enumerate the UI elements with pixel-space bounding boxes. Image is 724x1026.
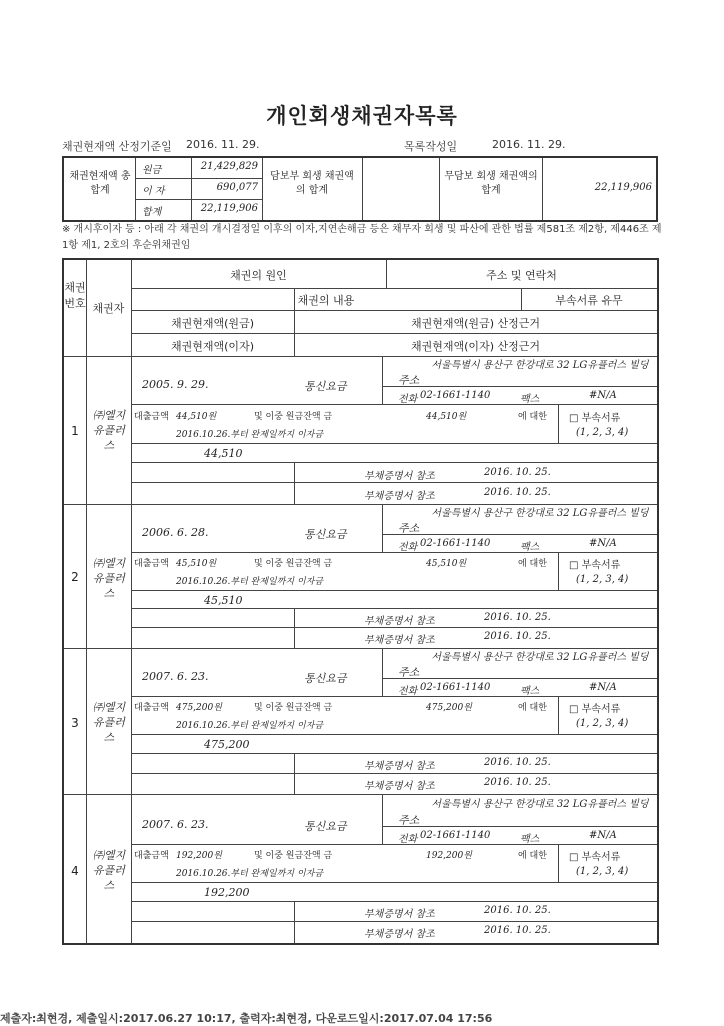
content-line2: 2016.10.26.부터 완제일까지 이자금: [176, 577, 324, 587]
col-creditor-header: 채권자: [92, 302, 125, 315]
sum-total: 22,119,906: [200, 203, 258, 214]
content-header: 채권의 내용: [297, 294, 355, 307]
interest-basis-date: 2016. 10. 25.: [484, 487, 551, 498]
interest-total: 690,077: [216, 182, 258, 193]
attach-list: (1, 2, 3, 4): [576, 574, 629, 585]
fax-label: 팩스: [520, 542, 540, 553]
calc-date: 2016. 11. 29.: [186, 138, 260, 151]
attach-checkbox: □ 부속서류: [569, 413, 621, 424]
principal-basis: 부채증명서 참조: [364, 471, 435, 482]
cause-header: 채권의 원인: [230, 269, 287, 282]
content-mid: 및 이중 원금잔액 금: [254, 703, 333, 713]
phone: 02-1661-1140: [420, 538, 491, 549]
principal-total: 21,429,829: [200, 161, 258, 172]
fax: #N/A: [589, 682, 617, 693]
interest-basis-date: 2016. 10. 25.: [484, 925, 551, 936]
phone-label: 전화: [398, 686, 418, 697]
addr-label: 주소: [398, 666, 420, 679]
principal-basis-date: 2016. 10. 25.: [484, 757, 551, 768]
content-prefix: 대출금액: [134, 559, 169, 569]
fax-label: 팩스: [520, 834, 540, 845]
summary-box: [62, 156, 658, 222]
fax: #N/A: [589, 390, 617, 401]
phone: 02-1661-1140: [420, 682, 491, 693]
interest-basis: 부채증명서 참조: [364, 635, 435, 646]
interest-header: 채권현재액(이자): [171, 340, 254, 353]
interest-label: 이 자: [142, 186, 165, 197]
balance-amount: 45,510원: [426, 559, 467, 569]
record-no: 2: [71, 570, 79, 584]
cause-date: 2005. 9. 29.: [142, 378, 209, 391]
principal-label: 원금: [142, 165, 162, 176]
record-4: [64, 794, 657, 943]
loan-amount: 45,510원: [176, 559, 217, 569]
record-no: 4: [71, 864, 79, 878]
addr-label: 주소: [398, 522, 420, 535]
col-no-header: 채권번호: [64, 281, 86, 310]
record-3: [64, 648, 657, 794]
record-1: [64, 356, 657, 504]
principal-header: 채권현재액(원금): [171, 317, 254, 330]
interest-basis: 부채증명서 참조: [364, 929, 435, 940]
content-suffix: 에 대한: [518, 559, 547, 569]
loan-amount: 44,510원: [176, 412, 217, 422]
creditor-name: ㈜엘지유플러스: [92, 409, 126, 452]
content-suffix: 에 대한: [518, 412, 547, 422]
fax-label: 팩스: [520, 394, 540, 405]
write-date-label: 목록작성일: [404, 140, 458, 153]
attach-list: (1, 2, 3, 4): [576, 866, 629, 877]
principal-amount: 45,510: [204, 594, 243, 607]
content-line2: 2016.10.26.부터 완제일까지 이자금: [176, 869, 324, 879]
interest-basis-date: 2016. 10. 25.: [484, 631, 551, 642]
creditor-name: ㈜엘지유플러스: [92, 849, 126, 892]
creditor-table: [62, 258, 659, 945]
principal-basis-date: 2016. 10. 25.: [484, 612, 551, 623]
phone-label: 전화: [398, 834, 418, 845]
cause-date: 2007. 6. 23.: [142, 670, 209, 683]
content-suffix: 에 대한: [518, 851, 547, 861]
cause-text: 통신요금: [304, 820, 347, 833]
content-mid: 및 이중 원금잔액 금: [254, 412, 333, 422]
address: 서울특별시 용산구 한강대로 32 LG유플러스 빌딩: [431, 652, 649, 663]
secured-label: 담보부 회생 채권액의 합계: [270, 171, 354, 196]
calc-date-label: 채권현재액 산정기준일: [62, 140, 172, 153]
principal-amount: 475,200: [204, 738, 250, 751]
phone: 02-1661-1140: [420, 830, 491, 841]
cause-date: 2006. 6. 28.: [142, 526, 209, 539]
principal-amount: 192,200: [204, 886, 250, 899]
content-line2: 2016.10.26.부터 완제일까지 이자금: [176, 721, 324, 731]
phone-label: 전화: [398, 394, 418, 405]
interest-basis: 부채증명서 참조: [364, 781, 435, 792]
cause-text: 통신요금: [304, 380, 347, 393]
cause-date: 2007. 6. 23.: [142, 818, 209, 831]
cause-text: 통신요금: [304, 528, 347, 541]
interest-basis-date: 2016. 10. 25.: [484, 777, 551, 788]
record-no: 1: [71, 424, 79, 438]
interest-basis: 부채증명서 참조: [364, 491, 435, 502]
attach-list: (1, 2, 3, 4): [576, 718, 629, 729]
cause-text: 통신요금: [304, 672, 347, 685]
loan-amount: 475,200원: [176, 703, 222, 713]
note-text: ※ 개시후이자 등 : 아래 각 채권의 개시결정일 이후의 이자,지연손해금 등은 채무자 회생 및 파산에 관한 법률 제581조 제2항, 제446조 제1항 제1, 2호의 후순위채권임: [62, 224, 662, 251]
phone: 02-1661-1140: [420, 390, 491, 401]
attachments-header: 부속서류 유무: [555, 294, 623, 307]
attach-list: (1, 2, 3, 4): [576, 427, 629, 438]
principal-basis-header: 채권현재액(원금) 산정근거: [411, 317, 540, 330]
fax-label: 팩스: [520, 686, 540, 697]
creditor-name: ㈜엘지유플러스: [92, 557, 126, 600]
address: 서울특별시 용산구 한강대로 32 LG유플러스 빌딩: [431, 799, 649, 810]
address: 서울특별시 용산구 한강대로 32 LG유플러스 빌딩: [431, 360, 649, 371]
content-prefix: 대출금액: [134, 412, 169, 422]
balance-amount: 192,200원: [426, 851, 472, 861]
phone-label: 전화: [398, 542, 418, 553]
address-header: 주소 및 연락처: [486, 269, 557, 282]
address: 서울특별시 용산구 한강대로 32 LG유플러스 빌딩: [431, 508, 649, 519]
addr-label: 주소: [398, 374, 420, 387]
principal-basis: 부채증명서 참조: [364, 761, 435, 772]
record-2: [64, 504, 657, 648]
unsecured-value: 22,119,906: [594, 182, 652, 193]
addr-label: 주소: [398, 814, 420, 827]
attach-checkbox: □ 부속서류: [569, 560, 621, 571]
write-date: 2016. 11. 29.: [492, 138, 566, 151]
content-prefix: 대출금액: [134, 703, 169, 713]
sum-label: 합계: [142, 207, 162, 218]
content-line2: 2016.10.26.부터 완제일까지 이자금: [176, 430, 324, 440]
content-prefix: 대출금액: [134, 851, 169, 861]
principal-basis-date: 2016. 10. 25.: [484, 467, 551, 478]
loan-amount: 192,200원: [176, 851, 222, 861]
content-mid: 및 이중 원금잔액 금: [254, 559, 333, 569]
fax: #N/A: [589, 830, 617, 841]
principal-basis-date: 2016. 10. 25.: [484, 905, 551, 916]
submission-footer: 제출자:최현경, 제출일시:2017.06.27 10:17, 출력자:최현경, 다운로드일시:2017.07.04 17:56: [0, 1012, 493, 1025]
content-mid: 및 이중 원금잔액 금: [254, 851, 333, 861]
attach-checkbox: □ 부속서류: [569, 704, 621, 715]
principal-basis: 부채증명서 참조: [364, 909, 435, 920]
unsecured-label: 무담보 회생 채권액의 합계: [444, 171, 538, 196]
interest-basis-header: 채권현재액(이자) 산정근거: [411, 340, 540, 353]
principal-amount: 44,510: [204, 447, 243, 460]
fax: #N/A: [589, 538, 617, 549]
balance-amount: 44,510원: [426, 412, 467, 422]
record-no: 3: [71, 716, 79, 730]
page-title: 개인회생채권자목록: [266, 104, 458, 128]
content-suffix: 에 대한: [518, 703, 547, 713]
principal-basis: 부채증명서 참조: [364, 616, 435, 627]
total-label: 채권현재액 총합계: [69, 171, 131, 196]
balance-amount: 475,200원: [426, 703, 472, 713]
creditor-name: ㈜엘지유플러스: [92, 701, 126, 744]
attach-checkbox: □ 부속서류: [569, 852, 621, 863]
